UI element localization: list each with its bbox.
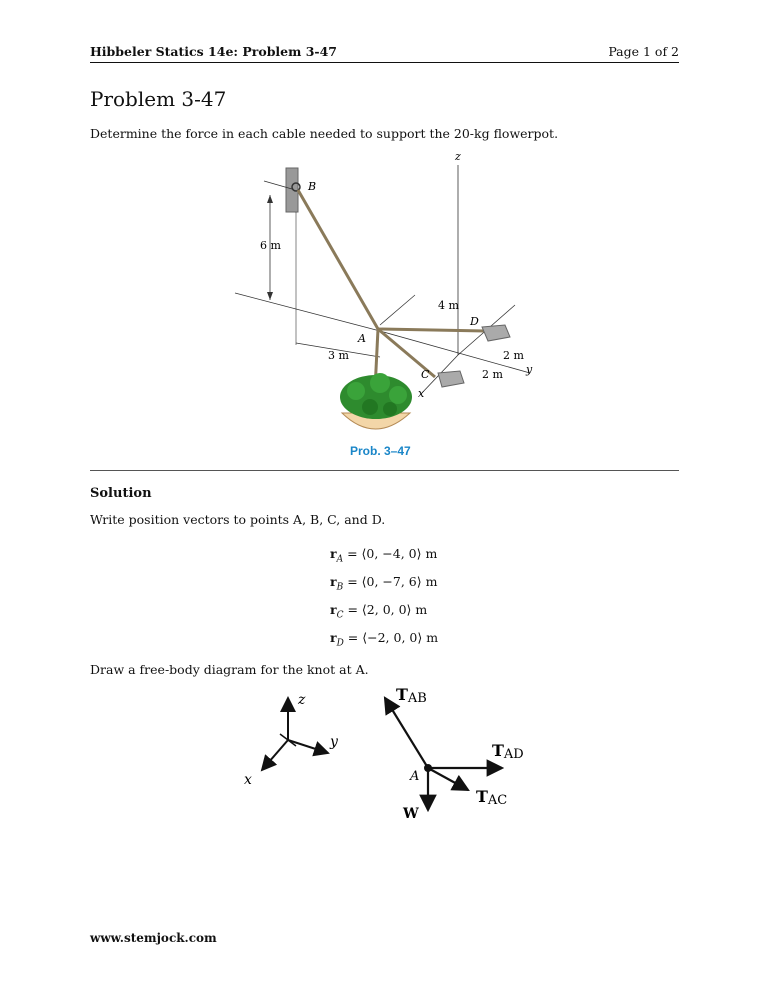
fbd-label-a: A	[410, 769, 420, 784]
figure-caption: Prob. 3–47	[350, 444, 411, 458]
anchor-d	[482, 325, 510, 341]
axis-triad	[244, 692, 339, 788]
fbd-axis-x: x	[244, 772, 252, 788]
ground-line-back	[235, 293, 380, 331]
label-2m-a: 2 m	[503, 349, 524, 362]
label-w: W	[403, 806, 419, 822]
label-d: D	[470, 315, 479, 328]
label-y: y	[526, 363, 533, 376]
footer-url: www.stemjock.com	[90, 931, 217, 945]
flowerpot	[340, 373, 412, 429]
header-rule	[90, 62, 679, 63]
label-b: B	[308, 180, 317, 193]
vector-rc: $r_C$ = ⟨2, 0, 0⟩ m	[330, 602, 428, 621]
section-rule	[90, 470, 679, 471]
fbd-axis-z: z	[298, 692, 306, 708]
label-4m: 4 m	[438, 299, 459, 312]
label-tac: TAC	[476, 787, 508, 808]
cable-ad	[378, 329, 485, 331]
knot-a	[424, 764, 432, 772]
problem-title: Problem 3-47	[90, 87, 227, 111]
fbd-intro: Draw a free-body diagram for the knot at A.	[90, 662, 369, 677]
vector-ra: $r_A$ = ⟨0, −4, 0⟩ m	[330, 546, 438, 565]
vector-rb: $r_B$ = ⟨0, −7, 6⟩ m	[330, 574, 438, 593]
label-x: x	[418, 387, 425, 400]
label-tad: TAD	[492, 741, 524, 762]
dimension-4m	[380, 295, 415, 325]
header-title: Hibbeler Statics 14e: Problem 3-47	[90, 44, 337, 59]
label-c: C	[421, 368, 430, 381]
label-2m-b: 2 m	[482, 368, 503, 381]
free-body-diagram	[240, 680, 540, 830]
problem-statement: Determine the force in each cable needed to support the 20-kg flowerpot.	[90, 126, 559, 141]
vector-rd: $r_D$ = ⟨−2, 0, 0⟩ m	[330, 630, 439, 649]
fbd-axis-y: y	[330, 734, 338, 750]
label-a: A	[358, 332, 366, 345]
knot-forces	[385, 685, 524, 822]
anchor-c	[438, 371, 464, 387]
page-header	[90, 44, 679, 62]
wall-plate-b	[286, 168, 298, 212]
problem-figure	[230, 145, 560, 445]
label-tab: TAB	[396, 685, 427, 706]
label-3m: 3 m	[328, 349, 349, 362]
page-number: Page 1 of 2	[608, 44, 679, 59]
label-z: z	[455, 150, 461, 163]
force-tab	[385, 698, 428, 768]
label-6m: 6 m	[260, 239, 281, 252]
force-tac	[428, 768, 468, 790]
solution-heading: Solution	[90, 486, 152, 501]
solution-intro: Write position vectors to points A, B, C, and D.	[90, 512, 386, 527]
cable-ab	[298, 190, 378, 329]
